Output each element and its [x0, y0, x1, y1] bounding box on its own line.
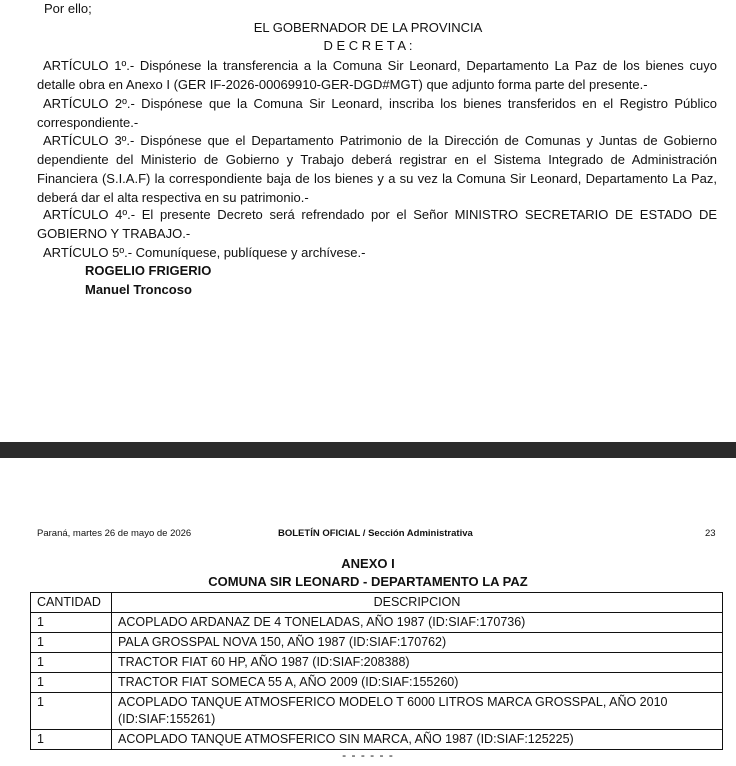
header-bulletin-section: / Sección Administrativa [360, 528, 473, 539]
por-ello-text: Por ello; [44, 1, 92, 16]
article-3-first-line: ARTÍCULO 3º.- Dispónese que el Departamento Patrimonio de la Dirección de Comunas y Juntas de Gobierno [43, 133, 717, 148]
governor-heading: EL GOBERNADOR DE LA PROVINCIA [253, 20, 483, 35]
cell-cantidad: 1 [31, 730, 112, 750]
column-header-descripcion: DESCRIPCION [112, 593, 723, 613]
article-2-rest: correspondiente.- [37, 115, 139, 130]
article-5 [37, 243, 717, 262]
table-row [31, 673, 723, 693]
article-2-first-line: ARTÍCULO 2º.- Dispónese que la Comuna Sir Leonard, inscriba los bienes transferidos en el Registro Público [43, 96, 717, 111]
cell-descripcion: TRACTOR FIAT 60 HP, AÑO 1987 (ID:SIAF:208388) [112, 653, 723, 673]
cell-cantidad: 1 [31, 673, 112, 693]
header-bulletin-name: BOLETÍN OFICIAL [278, 528, 361, 539]
annex-table [30, 592, 723, 750]
article-5-first-line: ARTÍCULO 5º.- Comuníquese, publíquese y archívese.- [43, 245, 366, 260]
column-header-cantidad: CANTIDAD [31, 593, 112, 613]
article-4 [37, 205, 717, 243]
cell-cantidad: 1 [31, 653, 112, 673]
cell-descripcion: ACOPLADO TANQUE ATMOSFERICO MODELO T 6000 LITROS MARCA GROSSPAL, AÑO 2010 (ID:SIAF:155261) [112, 693, 723, 730]
table-row [31, 613, 723, 633]
cell-descripcion: ACOPLADO TANQUE ATMOSFERICO SIN MARCA, AÑO 1987 (ID:SIAF:125225) [112, 730, 723, 750]
article-4-first-line: ARTÍCULO 4º.- El presente Decreto será refrendado por el Señor MINISTRO SECRETARIO DE ESTADO DE [43, 207, 717, 222]
table-row [31, 633, 723, 653]
article-1-first-line: ARTÍCULO 1º.- Dispónese la transferencia a la Comuna Sir Leonard, Departamento La Paz de los bienes cuyo [43, 58, 717, 73]
article-2 [37, 94, 717, 132]
table-row [31, 730, 723, 750]
cell-descripcion: PALA GROSSPAL NOVA 150, AÑO 1987 (ID:SIAF:170762) [112, 633, 723, 653]
page-separator [0, 442, 736, 458]
annex-title: ANEXO I [341, 556, 395, 571]
article-3-rest: dependiente del Ministerio de Gobierno y Trabajo deberá registrar en el Sistema Integrado de Administración Financiera (S.I.A.F) la correspondiente baja de los bienes y a su vez la Comuna Sir Leonard, Departamento La Paz, deberá dar el alta respectiva en su patrimonio.- [37, 152, 717, 205]
table-row [31, 693, 723, 730]
cell-descripcion: TRACTOR FIAT SOMECA 55 A, AÑO 2009 (ID:SIAF:155260) [112, 673, 723, 693]
article-3 [37, 131, 717, 207]
article-1-rest: detalle obra en Anexo I (GER IF-2026-00069910-GER-DGD#MGT) que adjunto forma parte del presente.- [37, 77, 648, 92]
cell-cantidad: 1 [31, 693, 112, 730]
end-mark: - - - - - - [342, 748, 394, 762]
signature-minister: Manuel Troncoso [85, 282, 192, 297]
article-1 [37, 56, 717, 94]
article-4-rest: GOBIERNO Y TRABAJO.- [37, 226, 191, 241]
table-row [31, 653, 723, 673]
table-header-row [31, 593, 723, 613]
header-bulletin [278, 528, 473, 540]
header-page-number: 23 [705, 528, 716, 539]
header-date: Paraná, martes 26 de mayo de 2026 [37, 528, 192, 539]
annex-page [0, 458, 736, 766]
decreta-heading: D E C R E T A : [323, 38, 413, 53]
cell-cantidad: 1 [31, 613, 112, 633]
cell-cantidad: 1 [31, 633, 112, 653]
cell-descripcion: ACOPLADO ARDANAZ DE 4 TONELADAS, AÑO 1987 (ID:SIAF:170736) [112, 613, 723, 633]
annex-subtitle: COMUNA SIR LEONARD - DEPARTAMENTO LA PAZ [208, 574, 528, 589]
signature-governor: ROGELIO FRIGERIO [85, 263, 212, 278]
